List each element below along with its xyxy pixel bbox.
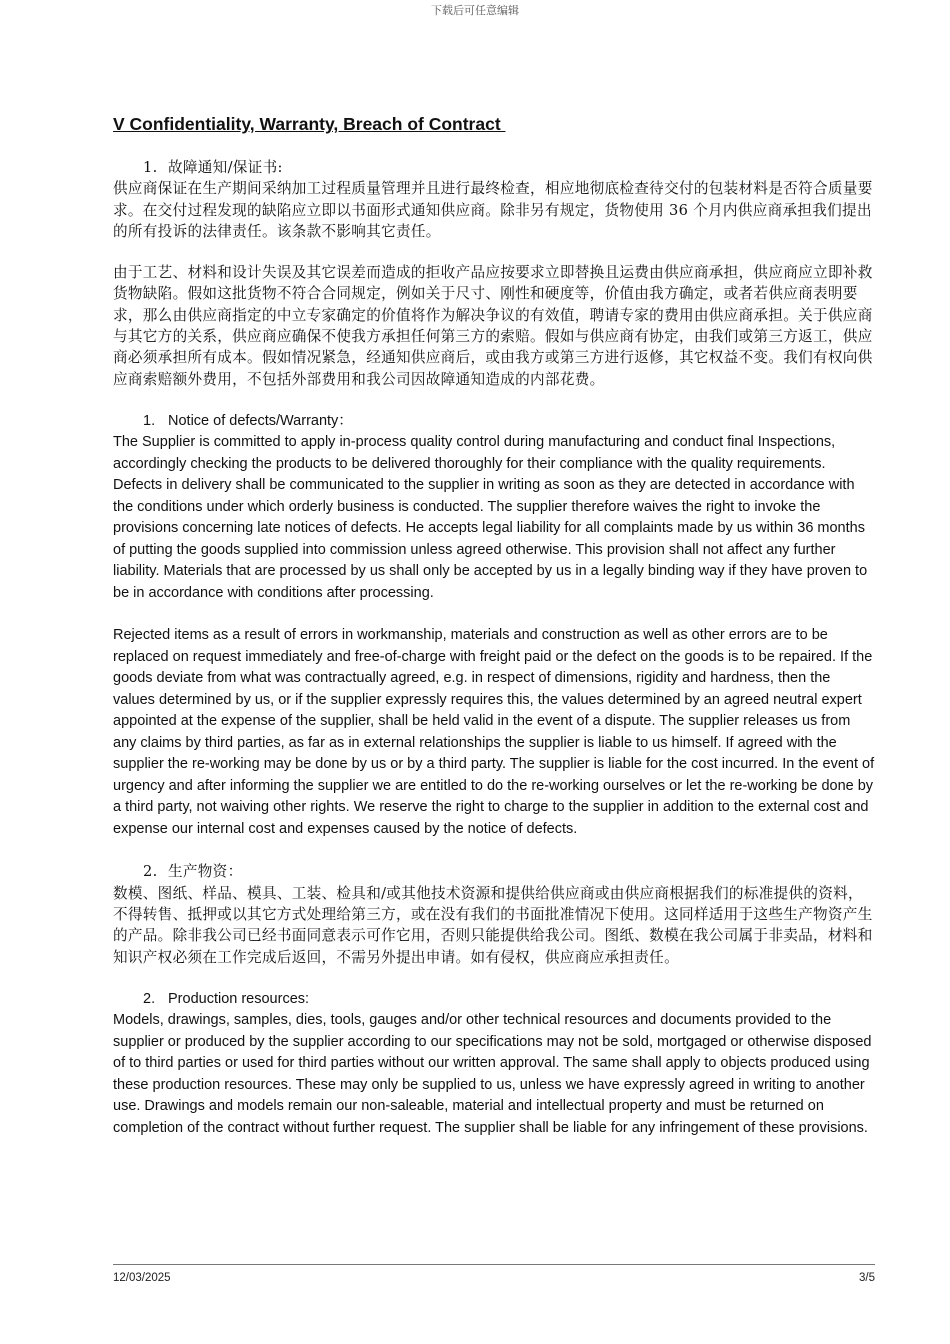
section-2-cn-number: 2.: [143, 863, 158, 881]
section-1-en-paragraph-2: Rejected items as a result of errors in workmanship, materials and construction as well as other errors are to be replaced on request immediately and free-of-charge with freight paid or the defect on the goods is to be repaired. If the goods deviate from what was contractually agreed, e.g. in respect of dimensions, rigidity and hardness, then the values determined by us, or if the supplier expressly requires this, the values determined by an agreed neutral expert appointed at the expense of the supplier, shall be held valid in the event of a dispute. The supplier releases us from any claims by third parties, as far as in external relationships the supplier is liable to us himself. If agreed with the supplier the re-working may be done by us or by a third party. The supplier is liable for the cost incurred. In the event of urgency and after informing the supplier we are entitled to do the re-working ourselves or let the re-working be done by a third party, not waiving other rights. We reserve the right to charge to the supplier in addition to the external cost and expense our internal cost and expenses caused by the notice of defects.: [113, 627, 875, 837]
section-1-en-paragraph-1: The Supplier is committed to apply in-process quality control during manufacturing and conduct final Inspections, accordingly checking the products to be delivered thoroughly for their compliance with the quality requirements. Defects in delivery shall be communicated to the supplier in writing as soon as they are detected in accordance with the conditions under which orderly business is conducted. The supplier therefore waives the right to invoke the provisions concerning late notices of defects. He accepts legal liability for all complaints made by us within 36 months of putting the goods supplied into commission unless agreed otherwise. This provision shall not affect any further liability. Materials that are processed by us shall only be accepted by us in a legally binding way if they have proven to be in accordance with conditions after processing.: [113, 434, 868, 601]
section-1-cn-paragraph-2: 由于工艺、材料和设计失误及其它误差而造成的拒收产品应按要求立即替换且运费由供应商承担，供应商应立即补救货物缺陷。假如这批货物不符合合同规定，例如关于尺寸、刚性和硬度等，价值由我方确定，或者若供应商表明要求，那么由供应商指定的中立专家确定的价值将作为解决争议的有效值，聘请专家的费用由供应商承担。关于供应商与其它方的关系，供应商应确保不使我方承担任何第三方的索赔。假如与供应商有协定，由我们或第三方返工，供应商必须承担所有成本。假如情况紧急，经通知供应商后，或由我方或第三方进行返修，其它权益不变。我们有权向供应商索赔额外费用，不包括外部费用和我公司因故障通知造成的内部花费。: [113, 264, 873, 388]
section-1-en-heading: [113, 411, 875, 433]
footer-page-number: 3/5: [859, 1272, 875, 1284]
section-2-en-number: 2.: [143, 990, 156, 1007]
header-note: 下载后可任意编辑: [431, 4, 519, 17]
section-2-cn-heading-text: 生产物资：: [168, 863, 243, 881]
section-2-cn-heading: [113, 861, 875, 882]
section-1-cn-heading: [113, 157, 875, 178]
section-1-cn-number: 1.: [143, 159, 158, 176]
section-1-cn-heading-text: 故障通知/保证书:: [168, 159, 283, 176]
section-1-en-heading-text: Notice of defects/Warranty：: [168, 412, 353, 429]
section-2-en-paragraph-1: Models, drawings, samples, dies, tools, gauges and/or other technical resources and documents provided to the supplier or produced by the supplier according to our specifications may not be sold, mortgaged or otherwise disposed of to third parties or used for third parties without our written approval. The same shall apply to objects produced using these production resources. These may only be supplied to us, unless we have expressly agreed in writing to another use. Drawings and models remain our non-saleable, material and intellectual property and must be returned on completion of the contract without further request. The supplier shall be liable for any infringement of these provisions.: [113, 1012, 872, 1136]
section-1-cn-paragraph-1: 供应商保证在生产期间采纳加工过程质量管理并且进行最终检查，相应地彻底检查待交付的包装材料是否符合质量要求。在交付过程发现的缺陷应立即以书面形式通知供应商。除非另有规定，货物使用 36 个月内供应商承担我们提出的所有投诉的法律责任。该条款不影响其它责任。: [113, 180, 873, 240]
section-1-en-number: 1.: [143, 412, 156, 429]
section-2-cn-paragraph-1: 数模、图纸、样品、模具、工装、检具和/或其他技术资源和提供给供应商或由供应商根据我们的标准提供的资料，不得转售、抵押或以其它方式处理给第三方，或在没有我们的书面批准情况下使用。这同样适用于这些生产物资产生的产品。除非我公司已经书面同意表示可作它用，否则只能提供给我公司。图纸、数模在我公司属于非卖品，材料和知识产权必须在工作完成后返回，不需另外提出申请。如有侵权，供应商应承担责任。: [113, 884, 873, 966]
section-2-en-heading: [113, 989, 875, 1011]
document-body: [113, 114, 875, 1139]
footer-divider: [113, 1264, 875, 1265]
footer-date: 12/03/2025: [113, 1272, 171, 1284]
page-title: V Confidentiality, Warranty, Breach of Contract: [113, 114, 506, 134]
section-2-en-heading-text: Production resources:: [168, 990, 310, 1007]
